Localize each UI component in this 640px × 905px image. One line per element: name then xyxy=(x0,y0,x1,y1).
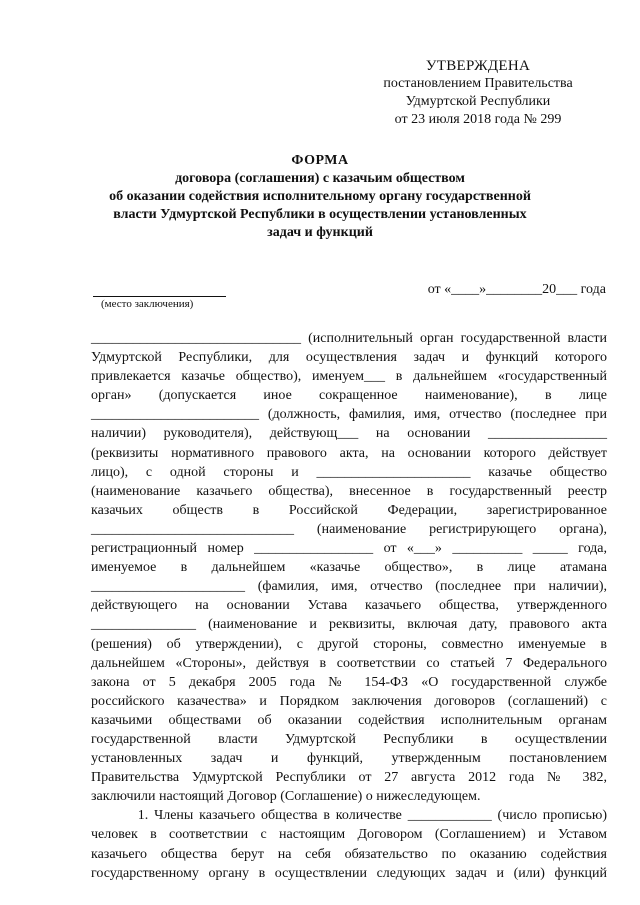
body-line: _____________________________ (наименование регистрирующего органа), xyxy=(91,521,607,537)
body-line: (реквизиты нормативного правового акта, на основании которого действует xyxy=(91,445,607,461)
body-line: заключили настоящий Договор (Соглашение) о нижеследующем. xyxy=(91,789,481,805)
body-line: именуемое в дальнейшем «казачье общество», в лице атамана xyxy=(91,560,607,576)
body-line: ______________________________ (исполнительный орган государственной власти xyxy=(91,331,607,346)
body-line: орган» (допускается иное сокращенное наименование), в лице xyxy=(91,388,607,404)
place-caption: (место заключения) xyxy=(101,298,194,310)
body-line: 1. Члены казачьего общества в количестве ____________ (число прописью) xyxy=(91,808,607,824)
contract-body xyxy=(91,329,607,883)
body-line: государственному органу в осуществлении следующих задач и (или) функций xyxy=(91,865,607,881)
body-line: ________________________ (должность, фамилия, имя, отчество (последнее при xyxy=(91,407,607,423)
body-line: российского казачества» и Порядком заключения договоров (соглашений) с xyxy=(91,693,607,709)
title-line-4: власти Удмуртской Республики в осуществлении установленных xyxy=(113,207,527,222)
body-line: ______________________ (фамилия, имя, отчество (последнее при наличии), xyxy=(91,579,607,595)
approval-heading: УТВЕРЖДЕНА xyxy=(425,58,531,74)
approval-line-2: постановлением Правительства xyxy=(383,76,573,91)
title-line-5: задач и функций xyxy=(267,225,373,240)
body-line: Удмуртской Республики, для осуществления задач и функций которого xyxy=(91,350,607,366)
approval-line-4: от 23 июля 2018 года № 299 xyxy=(394,112,562,127)
body-line: _______________ (наименование и реквизиты, включая дату, правового акта xyxy=(91,617,607,633)
body-line: лицо), с одной стороны и ______________________ казачье общество xyxy=(91,464,607,480)
body-line: наличии) руководителя), действующ___ на основании _________________ xyxy=(91,426,607,442)
body-line: (решения) об утверждении), с другой стороны, совместно именуемые в xyxy=(91,636,607,652)
title-line-2: договора (соглашения) с казачьим обществом xyxy=(175,171,465,186)
body-line: действующего на основании Устава казачьего общества, утвержденного xyxy=(91,598,607,614)
body-line: регистрационный номер _________________ от «___» __________ _____ года, xyxy=(91,541,607,557)
title-line-1: ФОРМА xyxy=(291,153,349,168)
approval-line-3: Удмуртской Республики xyxy=(405,94,551,109)
body-line: (наименование казачьего общества), внесенное в государственный реестр xyxy=(91,483,607,499)
body-line: казачьего общества берут на себя обязательство по оказанию содействия xyxy=(91,846,607,862)
title-line-3: об оказании содействия исполнительному органу государственной xyxy=(109,189,531,204)
body-line: казачьих обществ в Российской Федерации, зарегистрированное xyxy=(91,502,607,518)
document-title xyxy=(80,152,560,242)
body-line: закона от 5 декабря 2005 года № 154-ФЗ «О государственной службе xyxy=(91,674,607,690)
place-signature-line xyxy=(93,296,226,297)
contract-date-line: от «____»________20___ года xyxy=(427,282,606,297)
body-line: привлекается казачье общество), именуем___ в дальнейшем «государственный xyxy=(91,369,607,385)
body-line: человек в соответствии с настоящим Договором (Соглашением) и Уставом xyxy=(91,827,607,843)
approval-stamp xyxy=(358,57,598,129)
body-line: дальнейшем «Стороны», действуя в соответствии со статьей 7 Федерального xyxy=(91,655,607,671)
body-line: Правительства Удмуртской Республики от 27 августа 2012 года № 382, xyxy=(91,770,607,786)
body-line: казачьими обществами об оказании содействия исполнительным органам xyxy=(91,712,607,728)
body-line: установленных задач и функций, утвержденным постановлением xyxy=(91,751,607,767)
body-line: государственной власти Удмуртской Республики в осуществлении xyxy=(91,731,607,747)
